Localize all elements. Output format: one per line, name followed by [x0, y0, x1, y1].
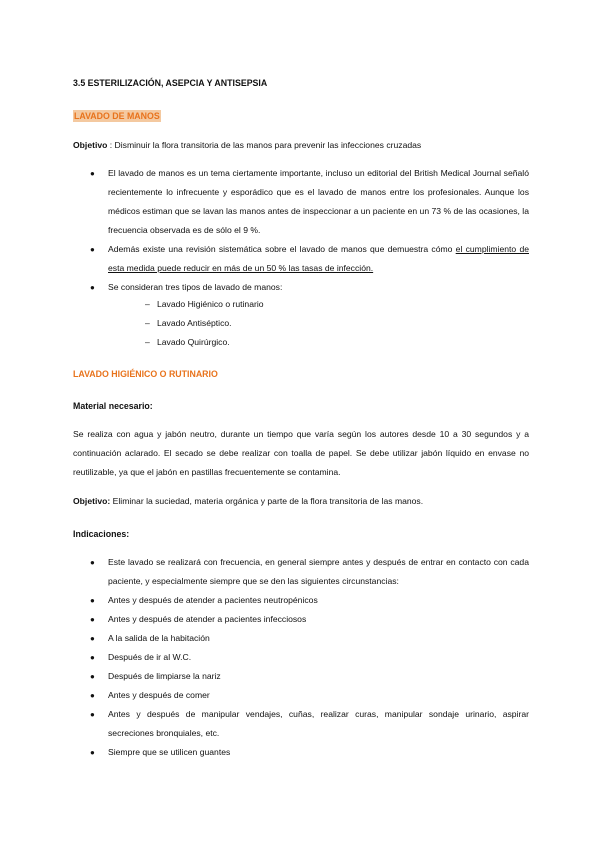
- list-item: ● Antes y después de manipular vendajes, cuñas, realizar curas, manipular sondaje urinario, aspirar secreciones bronquiales, etc.: [73, 705, 529, 743]
- bullet-icon: ●: [90, 710, 95, 719]
- objective-text: Eliminar la suciedad, materia orgánica y parte de la flora transitoria de las manos.: [110, 496, 424, 506]
- list-item: – Lavado Antiséptico.: [73, 314, 529, 333]
- indications-label: Indicaciones:: [73, 529, 130, 539]
- bullet-icon: ●: [90, 615, 95, 624]
- intro-bullet-list: [73, 164, 529, 297]
- highlighted-title: LAVADO DE MANOS: [74, 111, 160, 121]
- objective-line: [73, 136, 529, 155]
- indications-list: [73, 553, 529, 762]
- bullet-icon: ●: [90, 653, 95, 662]
- list-item: ● Antes y después de comer: [73, 686, 529, 705]
- list-item: ● Se consideran tres tipos de lavado de manos:: [73, 278, 529, 297]
- bullet-icon: ●: [90, 558, 95, 567]
- objective-label: Objetivo: [73, 140, 108, 150]
- list-item: ● El lavado de manos es un tema ciertamente importante, incluso un editorial del British Medical Journal señaló recientemente lo infrecuente y esporádico que es el lavado de manos entre los profesionales. Aunque los médicos estiman que se lavan las manos antes de inspeccionar a un paciente en un 73 % de las ocasiones, la frecuencia observada es de sólo el 9 %.: [73, 164, 529, 240]
- bullet-icon: ●: [90, 169, 95, 178]
- bullet-icon: ●: [90, 634, 95, 643]
- bullet-icon: ●: [90, 283, 95, 292]
- section-heading: 3.5 ESTERILIZACIÓN, ASEPCIA Y ANTISEPSIA: [73, 78, 268, 88]
- bullet-icon: ●: [90, 691, 95, 700]
- bullet-icon: ●: [90, 596, 95, 605]
- bullet-icon: ●: [90, 245, 95, 254]
- objective-text: : Disminuir la flora transitoria de las manos para prevenir las infecciones cruzadas: [107, 140, 422, 150]
- dash-icon: –: [145, 337, 150, 347]
- list-item: ● Este lavado se realizará con frecuencia, en general siempre antes y después de entrar en contacto con cada paciente, y especialmente siempre que se den las siguientes circunstancias:: [73, 553, 529, 591]
- material-paragraph: Se realiza con agua y jabón neutro, durante un tiempo que varía según los autores desde 10 a 30 segundos y a continuación aclarado. El secado se debe realizar con toalla de papel. Se debe utilizar jabón líquido en envase no reutilizable, ya que el jabón en pastillas frecuentemente se contamina.: [73, 429, 529, 477]
- lavado-manos-title: [73, 107, 529, 126]
- list-item: – Lavado Higiénico o rutinario: [73, 295, 529, 314]
- dash-icon: –: [145, 299, 150, 309]
- lavado-higienico-title: LAVADO HIGIÉNICO O RUTINARIO: [73, 369, 218, 379]
- list-item: ● A la salida de la habitación: [73, 629, 529, 648]
- bullet-icon: ●: [90, 672, 95, 681]
- list-item: ● Después de ir al W.C.: [73, 648, 529, 667]
- list-item: ● Antes y después de atender a pacientes infecciosos: [73, 610, 529, 629]
- objective-line-2: [73, 492, 529, 511]
- list-item: ● Además existe una revisión sistemática sobre el lavado de manos que demuestra cómo el cumplimiento de esta medida puede reducir en más de un 50 % las tasas de infección.: [73, 240, 529, 278]
- objective-label: Objetivo:: [73, 496, 111, 506]
- bullet-icon: ●: [90, 748, 95, 757]
- types-dash-list: [73, 295, 529, 352]
- list-item: – Lavado Quirúrgico.: [73, 333, 529, 352]
- dash-icon: –: [145, 318, 150, 328]
- list-item: ● Después de limpiarse la nariz: [73, 667, 529, 686]
- list-item: ● Siempre que se utilicen guantes: [73, 743, 529, 762]
- material-label: Material necesario:: [73, 401, 153, 411]
- underlined-text: el cumplimiento de esta medida puede reducir en más de un 50 % las tasas de infección.: [108, 244, 529, 273]
- list-item: ● Antes y después de atender a pacientes neutropénicos: [73, 591, 529, 610]
